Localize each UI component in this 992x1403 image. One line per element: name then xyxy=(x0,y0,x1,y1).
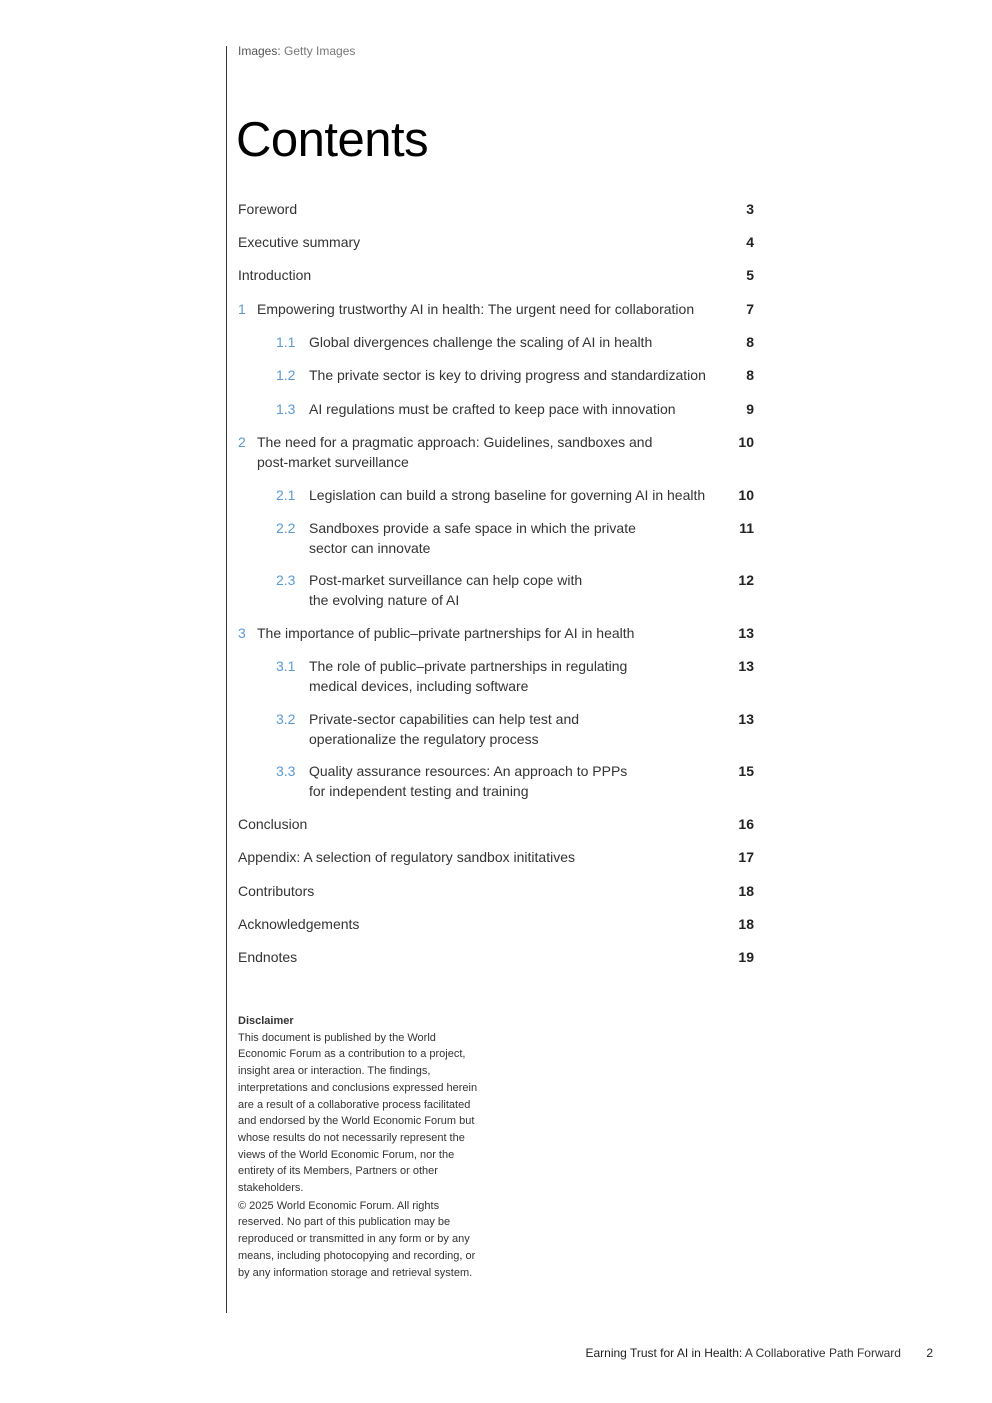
toc-entry-page: 18 xyxy=(738,916,754,932)
toc-entry[interactable] xyxy=(238,433,754,472)
image-credit-label: Images: xyxy=(238,44,281,58)
toc-entry[interactable] xyxy=(238,915,754,935)
toc-entry[interactable] xyxy=(238,882,754,902)
toc-entry-page: 13 xyxy=(738,625,754,641)
toc-entry-page: 12 xyxy=(738,572,754,588)
toc-entry-label: Contributors xyxy=(238,883,315,899)
toc-entry[interactable] xyxy=(238,333,754,353)
footer-page-number: 2 xyxy=(926,1346,933,1360)
toc-entry[interactable] xyxy=(238,762,754,801)
toc-entry-page: 8 xyxy=(746,367,754,383)
toc-entry-number: 2 xyxy=(238,434,246,450)
toc-entry-number: 2.2 xyxy=(276,520,296,536)
toc-entry-number: 1 xyxy=(238,301,246,317)
toc-entry-page: 4 xyxy=(746,234,754,250)
toc-entry-number: 3.3 xyxy=(276,763,296,779)
toc-entry-number: 3.1 xyxy=(276,658,296,674)
page-footer xyxy=(585,1346,933,1360)
toc-entry[interactable] xyxy=(238,486,754,506)
toc-entry-label: Introduction xyxy=(238,267,312,283)
toc-entry-label: Conclusion xyxy=(238,816,308,832)
disclaimer xyxy=(238,1013,478,1281)
page-title: Contents xyxy=(236,113,429,167)
toc-entry[interactable] xyxy=(238,710,754,749)
toc-entry[interactable] xyxy=(238,366,754,386)
toc-entry-number: 1.2 xyxy=(276,367,296,383)
toc-entry-label: The need for a pragmatic approach: Guidelines, sandboxes and post-market surveillance xyxy=(257,434,653,470)
image-credit xyxy=(238,44,355,58)
toc-entry-number: 1.3 xyxy=(276,401,296,417)
toc-entry-number: 1.1 xyxy=(276,334,296,350)
vertical-rule xyxy=(226,46,227,1313)
toc-entry-page: 19 xyxy=(738,949,754,965)
toc-entry-page: 10 xyxy=(738,487,754,503)
toc-entry-label: Acknowledgements xyxy=(238,916,360,932)
toc-entry-label: Legislation can build a strong baseline for governing AI in health xyxy=(309,487,706,503)
toc-entry-page: 8 xyxy=(746,334,754,350)
toc-entry-label: The private sector is key to driving progress and standardization xyxy=(309,367,706,383)
toc-entry-label: Foreword xyxy=(238,201,298,217)
toc-entry-page: 15 xyxy=(738,763,754,779)
toc-entry[interactable] xyxy=(238,657,754,696)
toc-entry[interactable] xyxy=(238,400,754,420)
toc-entry-label: The importance of public–private partnerships for AI in health xyxy=(257,625,635,641)
toc-entry-label: Endnotes xyxy=(238,949,298,965)
toc-entry[interactable] xyxy=(238,519,754,558)
toc-entry-label: Quality assurance resources: An approach to PPPs for independent testing and training xyxy=(309,763,628,799)
toc-entry-label: AI regulations must be crafted to keep pace with innovation xyxy=(309,401,676,417)
toc-entry[interactable] xyxy=(238,266,754,286)
toc-entry[interactable] xyxy=(238,815,754,835)
toc-entry-page: 13 xyxy=(738,658,754,674)
toc-entry-label: Global divergences challenge the scaling of AI in health xyxy=(309,334,653,350)
toc-entry[interactable] xyxy=(238,948,754,968)
toc-entry-page: 16 xyxy=(738,816,754,832)
image-credit-value: Getty Images xyxy=(284,44,356,58)
toc-entry[interactable] xyxy=(238,571,754,610)
toc-entry-number: 2.1 xyxy=(276,487,296,503)
toc-entry[interactable] xyxy=(238,233,754,253)
toc-entry[interactable] xyxy=(238,200,754,220)
toc-entry-label: Sandboxes provide a safe space in which the private sector can innovate xyxy=(309,520,636,556)
toc-entry-label: Appendix: A selection of regulatory sandbox inititatives xyxy=(238,849,575,865)
copyright-notice: © 2025 World Economic Forum. All rights reserved. No part of this publication may be reproduced or transmitted in any form or by any means, including photocopying and recording, or by any information storage and retrieval system. xyxy=(238,1199,476,1279)
toc-entry-label: Executive summary xyxy=(238,234,361,250)
toc-entry-page: 7 xyxy=(746,301,754,317)
toc-entry[interactable] xyxy=(238,848,754,868)
toc-entry-page: 18 xyxy=(738,883,754,899)
toc-entry-label: The role of public–private partnerships in regulating medical devices, including software xyxy=(309,658,628,694)
footer-report-subtitle: A Collaborative Path Forward xyxy=(744,1346,901,1360)
toc-entry[interactable] xyxy=(238,300,754,320)
toc-entry-page: 11 xyxy=(739,520,754,536)
disclaimer-body: This document is published by the World Economic Forum as a contribution to a project, insight area or interaction. The findings, interpretations and conclusions expressed herein are a result of a collaborative process facilitated and endorsed by the World Economic Forum but whose results do not necessarily represent the views of the World Economic Forum, nor the entirety of its Members, Partners or other stakeholders. xyxy=(238,1031,478,1195)
toc-entry-page: 13 xyxy=(738,711,754,727)
toc-entry-page: 9 xyxy=(746,401,754,417)
disclaimer-title: Disclaimer xyxy=(238,1015,294,1027)
toc-entry-page: 10 xyxy=(738,434,754,450)
toc-entry-page: 17 xyxy=(738,849,754,865)
toc-entry-page: 5 xyxy=(746,267,754,283)
toc-entry-number: 3 xyxy=(238,625,246,641)
toc-entry-label: Post-market surveillance can help cope with the evolving nature of AI xyxy=(309,572,583,608)
toc-entry-number: 2.3 xyxy=(276,572,296,588)
toc-entry[interactable] xyxy=(238,624,754,644)
toc-entry-label: Empowering trustworthy AI in health: The urgent need for collaboration xyxy=(257,301,695,317)
toc-entry-page: 3 xyxy=(746,201,754,217)
toc-entry-number: 3.2 xyxy=(276,711,296,727)
toc-entry-label: Private-sector capabilities can help test and operationalize the regulatory process xyxy=(309,711,580,747)
footer-report-title: Earning Trust for AI in Health: xyxy=(585,1346,743,1360)
